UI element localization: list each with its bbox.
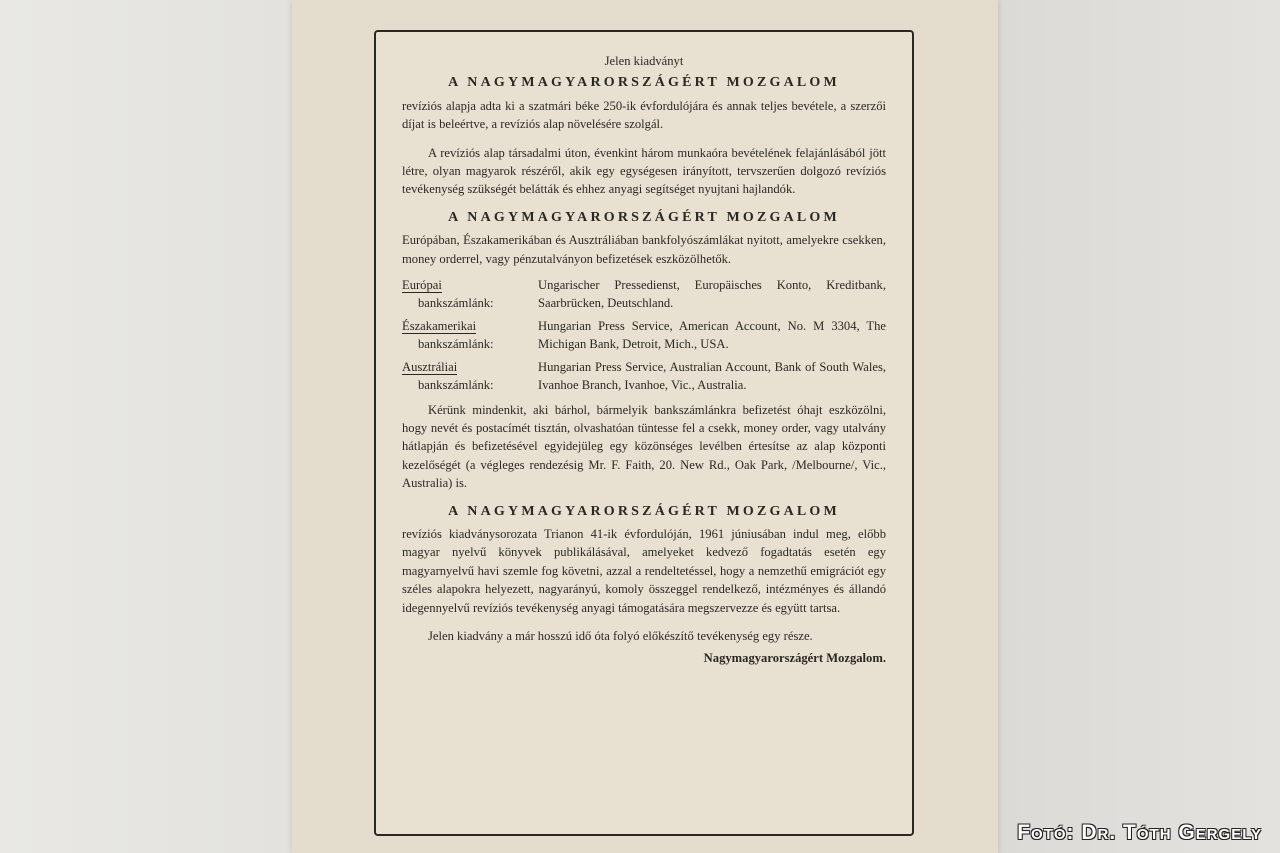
intro-line: Jelen kiadványt xyxy=(604,54,684,68)
bank-accounts-list xyxy=(402,276,886,394)
paragraph-3: Európában, Északamerikában és Ausztráliában bankfolyószámlákat nyitott, amelyekre csekken, money orderrel, vagy pénzutalványon befizetések eszközölhetők. xyxy=(402,233,886,266)
bank-details: Hungarian Press Service, Australian Account, Bank of South Wales, Ivanhoe Branch, Ivanhoe, Vic., Australia. xyxy=(538,359,886,393)
paragraph-1: revíziós alapja adta ki a szatmári béke 250-ik évfordulójára és annak teljes bevétele, a szerzői díjat is beleértve, a revíziós alap növelésére szolgál. xyxy=(402,98,886,132)
bank-region: Ausztráliai xyxy=(402,359,458,374)
heading-1: A NAGYMAGYARORSZÁGÉRT MOZGALOM xyxy=(448,75,840,91)
bank-label-suffix: bankszámlánk: xyxy=(418,337,494,352)
bank-region: Északamerikai xyxy=(402,318,477,333)
heading-2: A NAGYMAGYARORSZÁGÉRT MOZGALOM xyxy=(448,209,840,225)
document-page xyxy=(292,0,998,853)
heading-3: A NAGYMAGYARORSZÁGÉRT MOZGALOM xyxy=(448,503,840,519)
bank-label xyxy=(402,358,538,395)
bank-entry-european xyxy=(402,276,886,313)
bank-details: Hungarian Press Service, American Account, No. M 3304, The Michigan Bank, Detroit, Mich., USA. xyxy=(538,318,886,352)
paragraph-6: Jelen kiadvány a már hosszú idő óta folyó előkészítő tevékenység egy része. xyxy=(428,628,813,643)
wall-left xyxy=(0,0,292,853)
bank-label-suffix: bankszámlánk: xyxy=(418,378,494,393)
wall-right xyxy=(998,0,1280,853)
bank-entry-australian xyxy=(402,358,886,395)
bank-entry-north-american xyxy=(402,317,886,354)
bank-label xyxy=(402,317,538,354)
bank-region: Európai xyxy=(402,278,442,293)
bordered-text-frame xyxy=(374,30,914,836)
photo-credit: Fotó: Dr. Tóth Gergely xyxy=(1017,821,1262,844)
paragraph-4: Kérünk mindenkit, aki bárhol, bármelyik bankszámlánkra befizetést óhajt eszközölni, hogy nevét és postacímét tisztán, olvashatóan tüntesse fel a csekk, money order, vagy utalvány hátlapján és befizetésével egyidejüleg egy közönséges levélben értesítse az alap központi kezelőségét (a végleges rendezésig Mr. F. Faith, 20. New Rd., Oak Park, /Melbourne/, Vic., Australia) is. xyxy=(402,402,886,491)
signature: Nagymagyarországért Mozgalom. xyxy=(703,651,886,666)
paragraph-2: A revíziós alap társadalmi úton, évenkint három munkaóra bevételének felajánlásából jött létre, olyan magyarok részéről, akik egy egységesen irányított, tervszerűen dolgozó revíziós tevékenység szükségét belátták és ehhez anyagi segítséget nyujtani hajlandók. xyxy=(402,145,886,197)
bank-details: Ungarischer Pressedienst, Europäisches Konto, Kreditbank, Saarbrücken, Deutschland. xyxy=(538,278,886,311)
bank-label-suffix: bankszámlánk: xyxy=(418,296,494,311)
bank-label xyxy=(402,276,538,313)
paragraph-5: revíziós kiadványsorozata Trianon 41-ik évfordulóján, 1961 júniusában indul meg, előbb magyar nyelvű könyvek publikálásával, amelyeket kedvező fogadtatás esetén egy magyarnyelvű havi szemle fog követni, azzal a rendeltetéssel, hogy a nemzethű emigrációt egy széles alapokra helyezett, nagyarányú, komoly összeggel rendelkező, intézményes és állandó idegennyelvű revíziós tevékenység anyagi támogatására megszervezze és együtt tartsa. xyxy=(402,526,886,615)
